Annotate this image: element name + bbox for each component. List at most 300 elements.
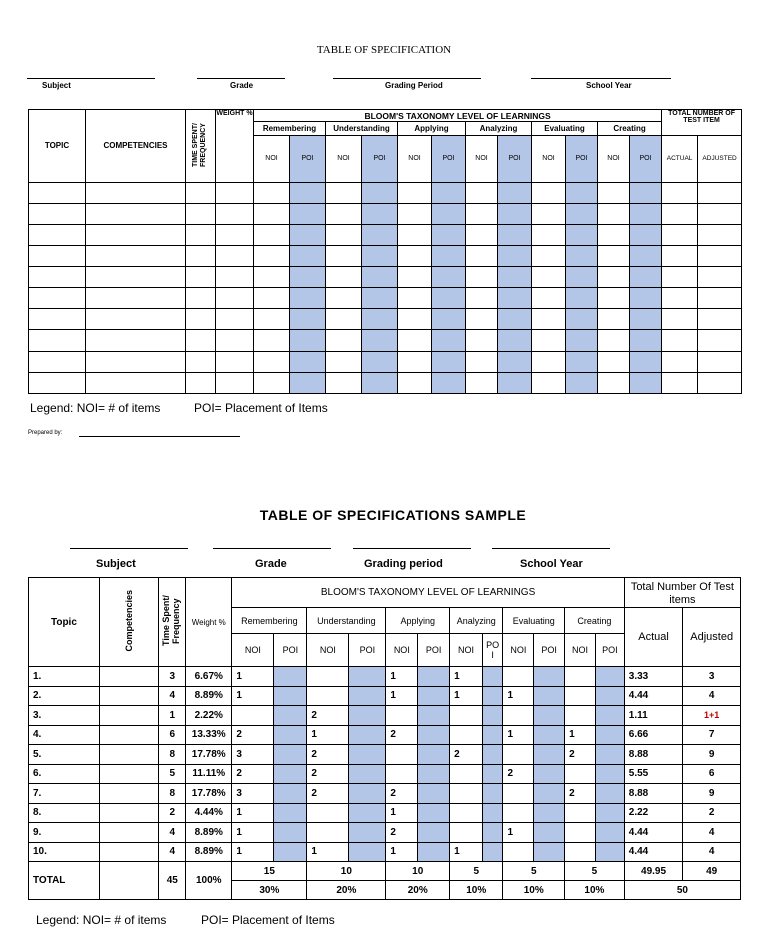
topic-cell: 3.	[29, 706, 100, 726]
blank-cell	[326, 182, 362, 203]
blank-cell	[598, 330, 630, 351]
blank-cell	[566, 372, 598, 393]
blank-cell	[566, 182, 598, 203]
top-legend-noi: Legend: NOI= # of items	[30, 401, 161, 415]
blank-cell	[29, 224, 86, 245]
blank-cell	[398, 351, 432, 372]
prepared-by-label: Prepared by:	[28, 430, 63, 436]
adjusted-header: Adjusted	[683, 608, 741, 667]
actual-header: Actual	[624, 608, 683, 667]
noi-cell	[503, 842, 534, 862]
poi-cell	[534, 667, 565, 687]
grading-period-blank	[333, 78, 481, 79]
poi-cell	[349, 842, 386, 862]
school-year-blank	[531, 78, 671, 79]
noi-cell: 2	[307, 706, 349, 726]
blank-cell	[662, 288, 698, 309]
total-count-analyzing: 5	[450, 862, 503, 881]
total-items-header: Total Number Of Test items	[624, 578, 740, 608]
blank-row	[29, 224, 742, 245]
adjusted-header: ADJUSTED	[698, 136, 742, 182]
noi-cell: 2	[307, 764, 349, 784]
blank-cell	[398, 245, 432, 266]
noi-cell	[386, 745, 418, 765]
table-row	[29, 803, 741, 823]
blank-cell	[698, 288, 742, 309]
noi-header: NOI	[254, 136, 290, 182]
blank-cell	[290, 351, 326, 372]
level-creating: Creating	[598, 122, 662, 136]
poi-header: POI	[534, 634, 565, 667]
blank-cell	[254, 245, 290, 266]
blank-cell	[86, 351, 186, 372]
noi-header: NOI	[565, 634, 596, 667]
subject-label: Subject	[96, 558, 136, 570]
poi-cell	[482, 764, 503, 784]
total-label: TOTAL	[29, 862, 100, 900]
bloom-header: BLOOM'S TAXONOMY LEVEL OF LEARNINGS	[254, 110, 662, 122]
blank-cell	[598, 351, 630, 372]
blank-row	[29, 372, 742, 393]
blank-cell	[326, 372, 362, 393]
poi-header: POI	[349, 634, 386, 667]
poi-cell	[418, 706, 450, 726]
noi-header: NOI	[398, 136, 432, 182]
poi-cell	[274, 764, 307, 784]
adjusted-cell: 6	[683, 764, 741, 784]
blank-cell	[498, 288, 532, 309]
blank-cell	[630, 309, 662, 330]
noi-cell	[307, 667, 349, 687]
weight-cell: 4.44%	[186, 803, 232, 823]
sample-spec-table	[28, 577, 741, 900]
blank-cell	[498, 203, 532, 224]
blank-cell	[698, 224, 742, 245]
poi-cell	[482, 686, 503, 706]
noi-cell	[307, 803, 349, 823]
top-title: TABLE OF SPECIFICATION	[316, 44, 452, 56]
noi-cell: 2	[503, 764, 534, 784]
noi-cell: 1	[503, 725, 534, 745]
blank-cell	[662, 351, 698, 372]
blank-cell	[532, 245, 566, 266]
blank-cell	[29, 182, 86, 203]
actual-cell: 4.44	[624, 823, 683, 843]
blank-cell	[662, 203, 698, 224]
weight-cell: 8.89%	[186, 842, 232, 862]
blank-row	[29, 245, 742, 266]
blank-cell	[566, 224, 598, 245]
poi-cell	[482, 725, 503, 745]
blank-cell	[398, 224, 432, 245]
grade-blank	[197, 78, 285, 79]
blank-cell	[598, 182, 630, 203]
blank-cell	[630, 267, 662, 288]
noi-header: NOI	[466, 136, 498, 182]
noi-cell: 1	[565, 725, 596, 745]
poi-cell	[418, 667, 450, 687]
blank-cell	[566, 309, 598, 330]
noi-cell	[503, 706, 534, 726]
noi-cell	[565, 823, 596, 843]
time-spent-cell: 1	[159, 706, 186, 726]
blank-cell	[290, 330, 326, 351]
table-row	[29, 686, 741, 706]
total-count-creating: 5	[565, 862, 625, 881]
blank-cell	[29, 203, 86, 224]
blank-cell	[532, 309, 566, 330]
blank-cell	[398, 309, 432, 330]
poi-header: POI	[418, 634, 450, 667]
blank-cell	[362, 267, 398, 288]
blank-cell	[398, 330, 432, 351]
blank-cell	[532, 224, 566, 245]
blank-cell	[216, 288, 254, 309]
noi-cell	[503, 667, 534, 687]
total-percent-creating: 10%	[565, 881, 625, 900]
adjusted-cell: 1+1	[683, 706, 741, 726]
blank-cell	[630, 245, 662, 266]
blank-cell	[662, 182, 698, 203]
blank-cell	[290, 245, 326, 266]
noi-cell	[450, 725, 483, 745]
poi-cell	[534, 686, 565, 706]
poi-header: POI	[595, 634, 624, 667]
poi-cell	[418, 764, 450, 784]
weight-cell: 8.89%	[186, 686, 232, 706]
noi-cell: 2	[386, 784, 418, 804]
poi-cell	[595, 842, 624, 862]
blank-cell	[662, 245, 698, 266]
sample-legend-noi: Legend: NOI= # of items	[36, 913, 167, 927]
weight-cell: 17.78%	[186, 745, 232, 765]
sample-legend-poi: POI= Placement of Items	[201, 913, 335, 927]
blank-cell	[630, 224, 662, 245]
poi-cell	[595, 823, 624, 843]
topic-cell: 1.	[29, 667, 100, 687]
blank-cell	[186, 245, 216, 266]
poi-cell	[274, 667, 307, 687]
actual-cell: 6.66	[624, 725, 683, 745]
noi-cell: 2	[232, 764, 274, 784]
blank-cell	[254, 309, 290, 330]
time-spent-header: Time Spent/ Frequency	[159, 578, 186, 667]
blank-cell	[662, 267, 698, 288]
competencies-cell	[99, 784, 159, 804]
blank-cell	[254, 351, 290, 372]
adjusted-cell: 9	[683, 745, 741, 765]
blank-cell	[290, 267, 326, 288]
noi-cell: 1	[386, 803, 418, 823]
blank-cell	[290, 224, 326, 245]
topic-cell: 5.	[29, 745, 100, 765]
blank-cell	[398, 267, 432, 288]
blank-row	[29, 288, 742, 309]
poi-cell	[274, 706, 307, 726]
noi-cell	[386, 764, 418, 784]
total-actual: 49.95	[624, 862, 683, 881]
blank-cell	[630, 182, 662, 203]
noi-cell: 2	[565, 745, 596, 765]
blank-cell	[362, 182, 398, 203]
adjusted-cell: 9	[683, 784, 741, 804]
blank-cell	[254, 267, 290, 288]
actual-cell: 5.55	[624, 764, 683, 784]
topic-cell: 6.	[29, 764, 100, 784]
blank-cell	[432, 372, 466, 393]
poi-cell	[534, 842, 565, 862]
poi-cell	[482, 745, 503, 765]
noi-cell	[450, 764, 483, 784]
blank-cell	[86, 372, 186, 393]
noi-header: NOI	[386, 634, 418, 667]
blank-cell	[466, 203, 498, 224]
actual-cell: 1.11	[624, 706, 683, 726]
poi-cell	[274, 803, 307, 823]
poi-cell	[534, 725, 565, 745]
blank-cell	[532, 372, 566, 393]
noi-cell: 1	[307, 842, 349, 862]
noi-cell: 1	[450, 667, 483, 687]
poi-cell	[595, 706, 624, 726]
actual-cell: 3.33	[624, 667, 683, 687]
noi-cell	[307, 823, 349, 843]
blank-cell	[186, 372, 216, 393]
table-row	[29, 706, 741, 726]
blank-cell	[532, 351, 566, 372]
blank-cell	[466, 351, 498, 372]
noi-cell: 3	[232, 784, 274, 804]
blank-row	[29, 203, 742, 224]
subject-blank	[70, 548, 188, 549]
blank-cell	[362, 330, 398, 351]
noi-cell	[450, 823, 483, 843]
noi-header: NOI	[232, 634, 274, 667]
blank-cell	[432, 351, 466, 372]
grading-period-label: Grading period	[364, 558, 443, 570]
competencies-cell	[99, 745, 159, 765]
blank-cell	[432, 267, 466, 288]
blank-cell	[29, 309, 86, 330]
competencies-cell	[99, 803, 159, 823]
blank-cell	[186, 309, 216, 330]
grade-label: Grade	[255, 558, 287, 570]
poi-cell	[595, 745, 624, 765]
blank-cell	[498, 351, 532, 372]
weight-cell: 13.33%	[186, 725, 232, 745]
poi-header: POI	[498, 136, 532, 182]
blank-cell	[186, 330, 216, 351]
noi-cell: 1	[386, 842, 418, 862]
school-year-label: School Year	[520, 558, 583, 570]
blank-cell	[630, 330, 662, 351]
competencies-cell	[99, 823, 159, 843]
poi-cell	[418, 784, 450, 804]
level-evaluating: Evaluating	[503, 608, 565, 634]
blank-cell	[326, 309, 362, 330]
top-legend-poi: POI= Placement of Items	[194, 401, 328, 415]
blank-cell	[216, 245, 254, 266]
poi-cell	[595, 725, 624, 745]
blank-cell	[432, 330, 466, 351]
blank-cell	[326, 203, 362, 224]
blank-cell	[326, 224, 362, 245]
grade-label: Grade	[230, 81, 254, 90]
noi-header: NOI	[532, 136, 566, 182]
blank-cell	[29, 351, 86, 372]
noi-cell: 1	[450, 686, 483, 706]
noi-cell: 1	[503, 686, 534, 706]
weight-cell: 17.78%	[186, 784, 232, 804]
noi-cell	[503, 784, 534, 804]
blank-cell	[466, 182, 498, 203]
poi-cell	[534, 803, 565, 823]
topic-header: TOPIC	[29, 110, 86, 183]
time-spent-cell: 8	[159, 745, 186, 765]
noi-cell: 1	[232, 667, 274, 687]
noi-cell: 1	[386, 667, 418, 687]
blank-cell	[598, 309, 630, 330]
time-spent-cell: 2	[159, 803, 186, 823]
noi-cell: 3	[232, 745, 274, 765]
blank-cell	[466, 267, 498, 288]
table-row	[29, 745, 741, 765]
poi-cell	[534, 823, 565, 843]
table-row	[29, 764, 741, 784]
blank-cell	[698, 309, 742, 330]
topic-cell: 4.	[29, 725, 100, 745]
noi-header: NOI	[598, 136, 630, 182]
blank-cell	[326, 245, 362, 266]
poi-cell	[349, 803, 386, 823]
blank-cell	[662, 330, 698, 351]
time-spent-cell: 8	[159, 784, 186, 804]
blank-cell	[216, 267, 254, 288]
blank-cell	[362, 288, 398, 309]
blank-cell	[86, 245, 186, 266]
poi-cell	[349, 725, 386, 745]
topic-cell: 8.	[29, 803, 100, 823]
weight-cell: 11.11%	[186, 764, 232, 784]
noi-cell: 2	[232, 725, 274, 745]
blank-cell	[362, 224, 398, 245]
noi-cell	[565, 764, 596, 784]
level-creating: Creating	[565, 608, 625, 634]
noi-cell: 2	[307, 745, 349, 765]
noi-cell: 1	[232, 686, 274, 706]
noi-cell	[565, 686, 596, 706]
blank-cell	[290, 372, 326, 393]
blank-cell	[86, 309, 186, 330]
subject-label: Subject	[42, 81, 71, 90]
competencies-header: COMPETENCIES	[86, 110, 186, 183]
blank-cell	[432, 203, 466, 224]
blank-cell	[186, 267, 216, 288]
level-analyzing: Analyzing	[466, 122, 532, 136]
blank-cell	[398, 203, 432, 224]
adjusted-cell: 7	[683, 725, 741, 745]
total-percent-analyzing: 10%	[450, 881, 503, 900]
noi-cell	[450, 706, 483, 726]
total-count-understanding: 10	[307, 862, 386, 881]
blank-cell	[598, 224, 630, 245]
time-spent-cell: 4	[159, 686, 186, 706]
noi-cell	[503, 745, 534, 765]
total-weight: 100%	[186, 862, 232, 900]
school-year-label: School Year	[586, 81, 632, 90]
blank-cell	[630, 372, 662, 393]
noi-cell: 1	[450, 842, 483, 862]
noi-header: NOI	[326, 136, 362, 182]
blank-cell	[432, 309, 466, 330]
actual-cell: 8.88	[624, 784, 683, 804]
noi-cell	[565, 842, 596, 862]
poi-cell	[274, 823, 307, 843]
grade-blank	[213, 548, 331, 549]
blank-cell	[216, 224, 254, 245]
table-row	[29, 823, 741, 843]
poi-header: POI	[362, 136, 398, 182]
noi-cell: 2	[386, 725, 418, 745]
blank-cell	[698, 330, 742, 351]
noi-cell: 2	[450, 745, 483, 765]
level-applying: Applying	[386, 608, 450, 634]
blank-cell	[216, 372, 254, 393]
blank-cell	[598, 267, 630, 288]
poi-cell	[274, 784, 307, 804]
blank-cell	[398, 182, 432, 203]
poi-header: POI	[290, 136, 326, 182]
level-remembering: Remembering	[232, 608, 307, 634]
blank-cell	[254, 203, 290, 224]
noi-cell	[450, 784, 483, 804]
blank-cell	[662, 224, 698, 245]
competencies-cell	[99, 706, 159, 726]
weight-cell: 2.22%	[186, 706, 232, 726]
grading-period-label: Grading Period	[385, 81, 443, 90]
blank-cell	[630, 203, 662, 224]
blank-cell	[532, 182, 566, 203]
adjusted-cell: 2	[683, 803, 741, 823]
blank-cell	[598, 245, 630, 266]
total-count-remembering: 15	[232, 862, 307, 881]
blank-cell	[630, 288, 662, 309]
total-time: 45	[159, 862, 186, 900]
competencies-cell	[99, 725, 159, 745]
blank-cell	[362, 309, 398, 330]
blank-cell	[86, 288, 186, 309]
poi-cell	[418, 686, 450, 706]
competencies-cell	[99, 764, 159, 784]
weight-header: Weight %	[186, 578, 232, 667]
blank-cell	[362, 351, 398, 372]
poi-cell	[534, 784, 565, 804]
blank-cell	[254, 330, 290, 351]
blank-cell	[398, 372, 432, 393]
blank-cell	[86, 182, 186, 203]
adjusted-cell: 4	[683, 823, 741, 843]
blank-cell	[698, 245, 742, 266]
poi-cell	[418, 725, 450, 745]
blank-cell	[466, 288, 498, 309]
topic-cell: 7.	[29, 784, 100, 804]
poi-cell	[418, 842, 450, 862]
noi-cell: 1	[232, 803, 274, 823]
blank-cell	[698, 267, 742, 288]
blank-cell	[598, 203, 630, 224]
noi-cell: 1	[503, 823, 534, 843]
grading-period-blank	[353, 548, 471, 549]
